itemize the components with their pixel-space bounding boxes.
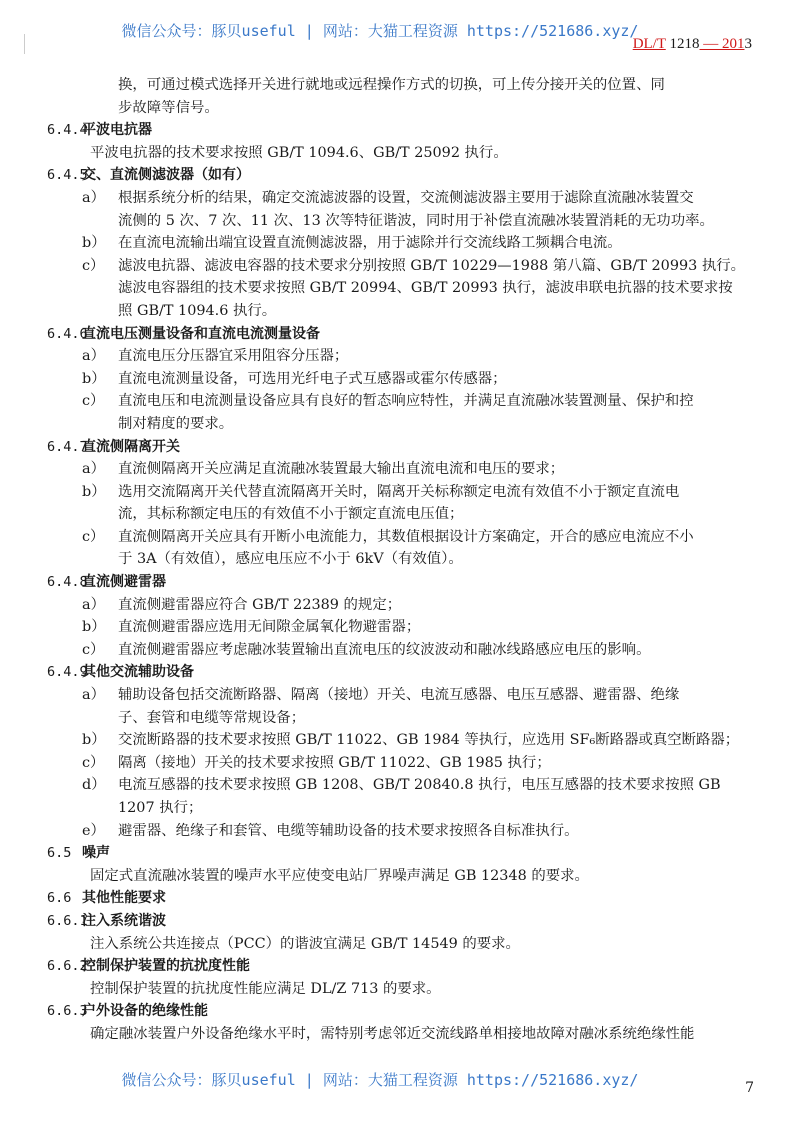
section-heading — [0, 661, 800, 684]
footer-watermark: 微信公众号：豚贝useful | 网站：大猫工程资源 https://521686.xyz/ — [121, 1071, 639, 1089]
section-title: 直流侧避雷器 — [82, 574, 166, 591]
list-item-line — [0, 300, 800, 323]
list-item-label: c） — [82, 257, 105, 274]
text-line: 避雷器、绝缘子和套管、电缆等辅助设备的技术要求按照各自标准执行。 — [118, 822, 579, 839]
paragraph-line — [0, 978, 800, 1001]
list-item-label: b） — [82, 370, 106, 387]
text-line: 直流侧避雷器应选用无间隙金属氧化物避雷器； — [118, 619, 421, 636]
text-line: 根据系统分析的结果，确定交流滤波器的设置，交流侧滤波器主要用于滤除直流融冰装置交 — [118, 189, 694, 206]
section-number: 6.6.3 — [47, 1003, 88, 1020]
list-item-line — [0, 548, 800, 571]
text-line: 直流侧避雷器应考虑融冰装置输出直流电压的纹波波动和融冰线路感应电压的影响。 — [118, 641, 651, 658]
text-line: 子、套管和电缆等常规设备； — [118, 709, 306, 726]
section-title: 噪声 — [82, 845, 110, 862]
text-line: 制对精度的要求。 — [118, 415, 234, 432]
list-item-line — [0, 345, 800, 368]
section-title: 其他交流辅助设备 — [82, 664, 194, 681]
list-item-label: c） — [82, 393, 105, 410]
text-line: 交流断路器的技术要求按照 GB/T 11022、GB 1984 等执行，应选用 SF₆断路器或真空断路器； — [118, 732, 740, 749]
section-number: 6.6 — [47, 890, 72, 907]
text-line: 于 3A（有效值），感应电压应不小于 6kV（有效值）。 — [118, 551, 463, 568]
section-number: 6.4.9 — [47, 664, 88, 681]
text-line: 直流电压和电流测量设备应具有良好的暂态响应特性，并满足直流融冰装置测量、保护和控 — [118, 393, 694, 410]
section-title: 直流电压测量设备和直流电流测量设备 — [82, 325, 320, 342]
list-item-label: a） — [82, 348, 105, 365]
section-heading — [0, 119, 800, 142]
standard-number — [633, 36, 752, 53]
section-number: 6.4.8 — [47, 574, 88, 591]
text-line: 直流侧隔离开关应具有开断小电流能力，其数值根据设计方案确定，开合的感应电流应不小 — [118, 528, 694, 545]
text-line: 隔离（接地）开关的技术要求按照 GB/T 11022、GB 1985 执行； — [118, 754, 551, 771]
section-heading — [0, 164, 800, 187]
list-item-line — [0, 594, 800, 617]
list-item-label: d） — [82, 777, 106, 794]
list-item-line — [0, 232, 800, 255]
section-title: 注入系统谐波 — [82, 912, 166, 929]
text-line: 照 GB/T 1094.6 执行。 — [118, 302, 277, 319]
text-line: 选用交流隔离开关代替直流隔离开关时，隔离开关标称额定电流有效值不小于额定直流电 — [118, 483, 680, 500]
text-line: 滤波电抗器、滤波电容器的技术要求分别按照 GB/T 10229—1988 第八篇、GB/T 20993 执行。 — [118, 257, 746, 274]
section-heading — [0, 436, 800, 459]
section-heading — [0, 1000, 800, 1023]
paragraph-line — [0, 1023, 800, 1046]
section-heading — [0, 323, 800, 346]
section-title: 交、直流侧滤波器（如有） — [82, 167, 250, 184]
list-item-label: a） — [82, 687, 105, 704]
section-title: 控制保护装置的抗扰度性能 — [82, 958, 250, 975]
standard-last: 3 — [744, 36, 752, 52]
page-number: 7 — [745, 1080, 754, 1096]
list-item-line — [0, 684, 800, 707]
text-line: 滤波电容器组的技术要求按照 GB/T 20994、GB/T 20993 执行，滤波串联电抗器的技术要求按 — [118, 280, 733, 297]
section-title: 平波电抗器 — [82, 122, 152, 139]
list-item-line — [0, 639, 800, 662]
section-title: 其他性能要求 — [82, 890, 166, 907]
section-number: 6.5 — [47, 845, 72, 862]
text-line: 辅助设备包括交流断路器、隔离（接地）开关、电流互感器、电压互感器、避雷器、绝缘 — [118, 687, 680, 704]
list-item-line — [0, 616, 800, 639]
list-item-line — [0, 255, 800, 278]
document-body — [0, 74, 800, 1046]
text-line: 电流互感器的技术要求按照 GB 1208、GB/T 20840.8 执行，电压互感器的技术要求按照 GB — [118, 777, 721, 794]
section-number: 6.6.1 — [47, 912, 88, 929]
list-item-label: b） — [82, 732, 106, 749]
section-number: 6.6.2 — [47, 958, 88, 975]
section-heading — [0, 571, 800, 594]
list-item-label: c） — [82, 641, 105, 658]
list-item-label: b） — [82, 235, 106, 252]
text-line: 注入系统公共连接点（PCC）的谐波宜满足 GB/T 14549 的要求。 — [90, 935, 520, 952]
text-line: 确定融冰装置户外设备绝缘水平时，需特别考虑邻近交流线路单相接地故障对融冰系统绝缘性能 — [90, 1025, 695, 1042]
text-line: 换，可通过模式选择开关进行就地或远程操作方式的切换，可上传分接开关的位置、同 — [118, 77, 665, 93]
header-watermark: 微信公众号：豚贝useful | 网站：大猫工程资源 https://521686.xyz/ — [121, 22, 639, 40]
list-item-line — [0, 752, 800, 775]
section-title: 户外设备的绝缘性能 — [82, 1003, 208, 1020]
list-item-line — [0, 729, 800, 752]
list-item-line — [0, 413, 800, 436]
text-line: 直流电流测量设备，可选用光纤电子式互感器或霍尔传感器； — [118, 370, 507, 387]
list-item-line — [0, 774, 800, 797]
section-heading — [0, 955, 800, 978]
paragraph-line — [0, 74, 800, 97]
list-item-line — [0, 797, 800, 820]
text-line: 步故障等信号。 — [118, 99, 219, 116]
text-line: 流，其标称额定电压的有效值不小于额定直流电压值； — [118, 506, 464, 523]
section-heading — [0, 887, 800, 910]
list-item-line — [0, 820, 800, 843]
text-line: 固定式直流融冰装置的噪声水平应使变电站厂界噪声满足 GB 12348 的要求。 — [90, 867, 589, 884]
paragraph-line — [0, 933, 800, 956]
standard-prefix: DL/T — [632, 36, 666, 52]
list-item-line — [0, 368, 800, 391]
list-item-label: e） — [82, 822, 105, 839]
section-number: 6.4.6 — [47, 325, 88, 342]
text-line: 直流侧避雷器应符合 GB/T 22389 的规定； — [118, 596, 402, 613]
list-item-label: a） — [82, 461, 105, 478]
list-item-line — [0, 458, 800, 481]
list-item-label: a） — [82, 189, 105, 206]
section-heading — [0, 842, 800, 865]
list-item-label: c） — [82, 754, 105, 771]
list-item-line — [0, 187, 800, 210]
section-number: 6.4.4 — [47, 122, 88, 139]
section-heading — [0, 910, 800, 933]
list-item-label: b） — [82, 483, 106, 500]
text-line: 1207 执行； — [118, 800, 203, 816]
paragraph-line — [0, 865, 800, 888]
text-line: 流侧的 5 次、7 次、11 次、13 次等特征谐波，同时用于补偿直流融冰装置消耗的无功功率。 — [118, 212, 714, 229]
text-line: 直流侧隔离开关应满足直流融冰装置最大输出直流电流和电压的要求； — [118, 461, 565, 478]
paragraph-line — [0, 142, 800, 165]
paragraph-line — [0, 97, 800, 120]
standard-num: 1218 — [669, 36, 700, 52]
list-item-line — [0, 503, 800, 526]
list-item-line — [0, 277, 800, 300]
list-item-label: a） — [82, 596, 105, 613]
list-item-line — [0, 481, 800, 504]
list-item-line — [0, 210, 800, 233]
text-line: 直流电压分压器宜采用阻容分压器； — [118, 348, 349, 365]
list-item-line — [0, 707, 800, 730]
section-title: 直流侧隔离开关 — [82, 438, 180, 455]
section-number: 6.4.5 — [47, 167, 88, 184]
list-item-label: c） — [82, 528, 105, 545]
standard-dash: — 201 — [699, 36, 745, 52]
section-number: 6.4.7 — [47, 438, 88, 455]
text-line: 在直流电流输出端宜设置直流侧滤波器，用于滤除并行交流线路工频耦合电流。 — [118, 235, 622, 252]
text-line: 平波电抗器的技术要求按照 GB/T 1094.6、GB/T 25092 执行。 — [90, 144, 508, 161]
list-item-line — [0, 526, 800, 549]
list-item-line — [0, 390, 800, 413]
text-line: 控制保护装置的抗扰度性能应满足 DL/Z 713 的要求。 — [90, 980, 441, 997]
list-item-label: b） — [82, 619, 106, 636]
